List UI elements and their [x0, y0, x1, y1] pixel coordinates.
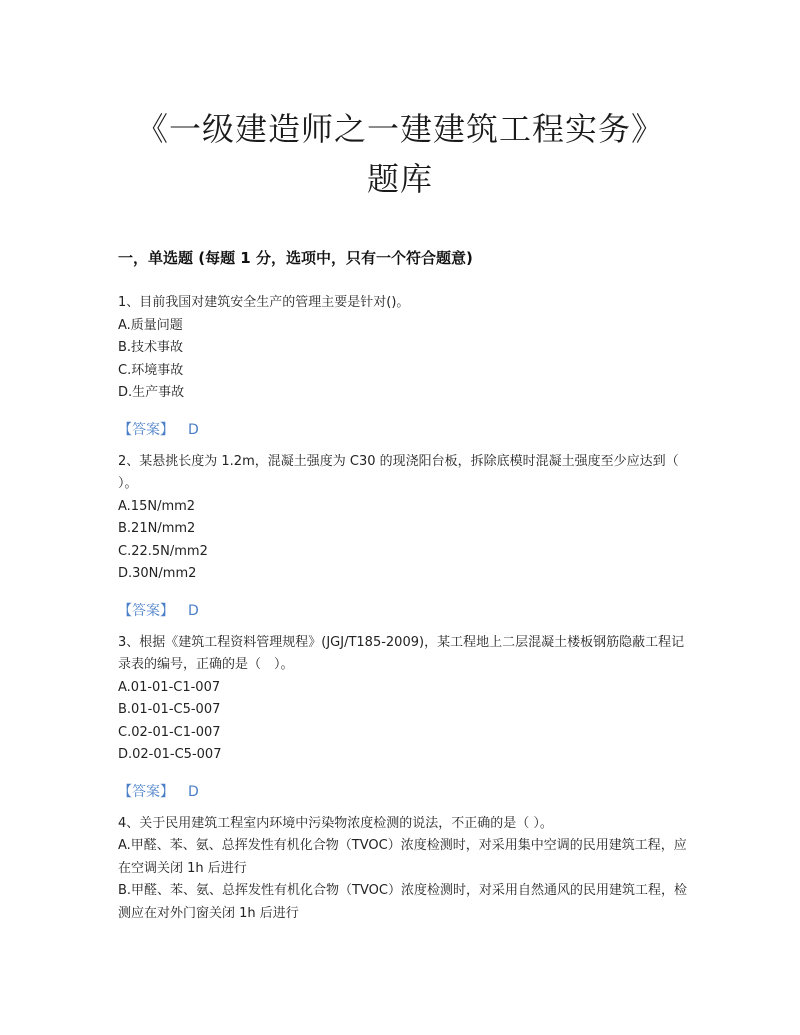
answer-label: 【答案】	[118, 783, 174, 800]
answer-line	[118, 600, 688, 622]
answer-value: D	[188, 421, 199, 438]
answer-label: 【答案】	[118, 602, 174, 619]
option-a: A.15N/mm2	[118, 498, 196, 514]
question-1	[118, 292, 688, 441]
option-d: D.30N/mm2	[118, 566, 197, 581]
question-stem: 2、某悬挑长度为 1.2m，混凝土强度为 C30 的现浇阳台板，拆除底模时混凝土强度至少应达到（ ）。	[118, 453, 679, 491]
answer-line	[118, 419, 688, 441]
option-b: B.甲醛、苯、氨、总挥发性有机化合物（TVOC）浓度检测时，对采用自然通风的民用建筑工程，检测应在对外门窗关闭 1h 后进行	[118, 883, 687, 921]
question-list	[118, 292, 688, 925]
document-title	[0, 104, 800, 204]
question-stem: 4、关于民用建筑工程室内环境中污染物浓度检测的说法，不正确的是（ ）。	[118, 815, 553, 831]
option-b: B.01-01-C5-007	[118, 702, 221, 717]
option-c: C.22.5N/mm2	[118, 543, 208, 559]
option-a: A.质量问题	[118, 317, 183, 333]
answer-line	[118, 781, 688, 803]
option-b: B.21N/mm2	[118, 521, 196, 536]
answer-label: 【答案】	[118, 421, 174, 438]
answer-value: D	[188, 602, 199, 619]
question-4	[118, 813, 688, 926]
option-a: A.01-01-C1-007	[118, 679, 221, 695]
title-line-2: 题库	[366, 160, 433, 198]
question-stem: 1、目前我国对建筑安全生产的管理主要是针对()。	[118, 295, 410, 310]
question-stem: 3、根据《建筑工程资料管理规程》(JGJ/T185-2009)，某工程地上二层混凝土楼板钢筋隐蔽工程记录表的编号，正确的是（ ）。	[118, 634, 685, 672]
title-line-1: 《一级建造师之一建建筑工程实务》	[135, 110, 664, 148]
option-c: C.02-01-C1-007	[118, 724, 221, 740]
question-2	[118, 451, 688, 622]
option-c: C.环境事故	[118, 362, 184, 378]
option-a: A.甲醛、苯、氨、总挥发性有机化合物（TVOC）浓度检测时，对采用集中空调的民用建筑工程，应在空调关闭 1h 后进行	[118, 838, 687, 876]
question-3	[118, 632, 688, 803]
option-d: D.02-01-C5-007	[118, 747, 222, 762]
option-b: B.技术事故	[118, 340, 184, 355]
option-d: D.生产事故	[118, 385, 185, 400]
section-heading: 一，单选题 (每题 1 分，选项中，只有一个符合题意)	[118, 249, 473, 267]
answer-value: D	[188, 783, 199, 800]
